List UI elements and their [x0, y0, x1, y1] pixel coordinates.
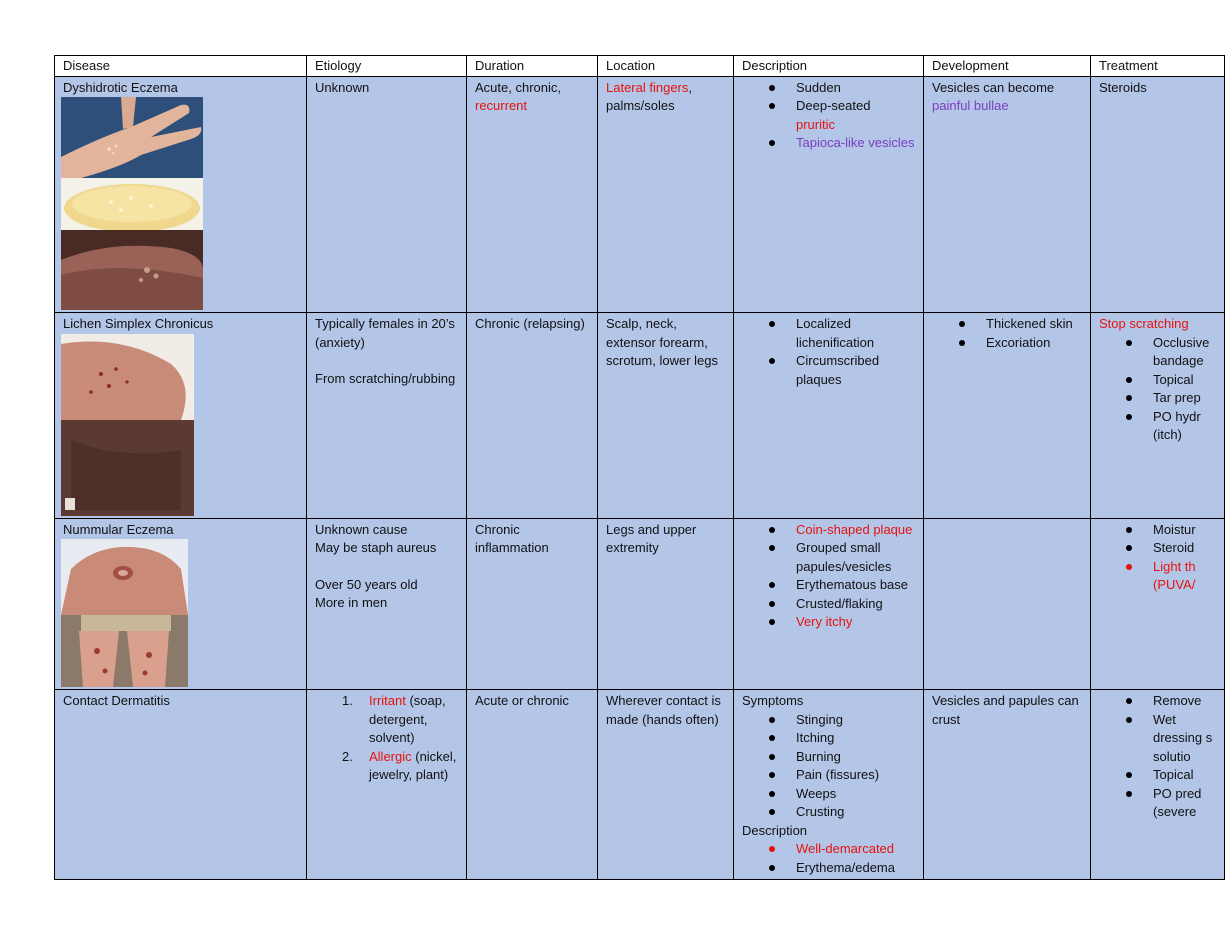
location-text: Scalp, neck, extensor forearm, scrotum, lower legs: [606, 316, 718, 368]
legs-nummular-photo: [61, 615, 298, 687]
cell-description: [734, 76, 924, 313]
cell-disease: [55, 518, 307, 690]
list-item: Coin-shaped plaque: [796, 521, 915, 540]
cell-development: [924, 76, 1091, 313]
location-text-a: Lateral fingers: [606, 79, 689, 95]
disease-images: [61, 97, 298, 310]
list-item: PO hydr (itch): [1153, 408, 1216, 445]
hand-coin-lesion-photo: [61, 539, 298, 615]
cell-development: [924, 690, 1091, 880]
cell-etiology: [307, 690, 467, 880]
list-item: Weeps: [796, 785, 915, 804]
etiology-text-b: May be staph aureus: [315, 540, 437, 555]
treatment-text: Steroids: [1099, 79, 1147, 95]
cell-etiology: [307, 76, 467, 313]
cell-description: [734, 518, 924, 690]
duration-text-a: Acute, chronic,: [475, 79, 561, 95]
ankle-lichenification-photo: [61, 334, 298, 420]
header-duration: Duration: [467, 56, 598, 77]
list-item: Topical: [1153, 766, 1216, 785]
duration-text: [475, 79, 589, 116]
row-contact-dermatitis: [55, 690, 1225, 880]
row-lichen-simplex-chronicus: [55, 313, 1225, 519]
cell-location: [598, 518, 734, 690]
tapioca-pudding-photo: [61, 178, 298, 230]
cell-duration: [467, 76, 598, 313]
disease-name: Lichen Simplex Chronicus: [63, 316, 214, 331]
dermatitis-table: [54, 55, 1225, 880]
treatment-list: [1099, 692, 1216, 822]
etiology-text-a: Typically females in 20’s (anxiety): [315, 316, 455, 350]
cell-disease: [55, 76, 307, 313]
cell-etiology: [307, 518, 467, 690]
symptoms-list: [742, 711, 915, 822]
row-dyshidrotic-eczema: [55, 76, 1225, 313]
cell-etiology: [307, 313, 467, 519]
development-list: [932, 315, 1082, 352]
hand-vesicles-photo: [61, 97, 298, 178]
list-item: Burning: [796, 748, 915, 767]
description-list: [742, 840, 915, 877]
disease-images: [61, 539, 298, 687]
list-item: Crusting: [796, 803, 915, 822]
list-item-text: Deep-seated: [796, 98, 871, 113]
cell-treatment: [1091, 76, 1225, 313]
list-item: PO pred (severe: [1153, 785, 1216, 822]
neck-lichenification-photo: [61, 420, 298, 516]
list-item: Excoriation: [986, 334, 1082, 353]
header-etiology: Etiology: [307, 56, 467, 77]
etiology-text-b: From scratching/rubbing: [315, 371, 456, 386]
cell-location: [598, 690, 734, 880]
cell-disease: [55, 313, 307, 519]
row-nummular-eczema: [55, 518, 1225, 690]
cell-description: [734, 690, 924, 880]
symptoms-heading: Symptoms: [742, 693, 804, 708]
list-item: Localized lichenification: [796, 315, 915, 352]
location-text-b: ,: [688, 79, 693, 95]
duration-text: Acute or chronic: [475, 693, 569, 708]
location-text: Wherever contact is made (hands often): [606, 693, 721, 727]
description-list: [742, 315, 915, 389]
development-text-a: Vesicles can become: [932, 79, 1055, 95]
list-item: Pain (fissures): [796, 766, 915, 785]
duration-text: Chronic (relapsing): [475, 316, 585, 331]
treatment-list: [1099, 521, 1216, 595]
list-item-text-red: Allergic: [369, 748, 412, 764]
cell-development: [924, 313, 1091, 519]
list-item: Wet dressing s solutio: [1153, 711, 1216, 767]
disease-name: Contact Dermatitis: [63, 693, 170, 708]
etiology-text-a: Unknown cause: [315, 521, 408, 537]
list-item: Erythematous base: [796, 576, 915, 595]
list-item: Occlusive bandage: [1153, 334, 1216, 371]
treatment-list: [1099, 334, 1216, 445]
list-item: Stinging: [796, 711, 915, 730]
header-development: Development: [924, 56, 1091, 77]
list-item-text-red: Irritant: [369, 693, 406, 708]
description-heading: Description: [742, 822, 808, 838]
etiology-text-c: Over 50 years old: [315, 576, 418, 592]
foot-vesicles-photo: [61, 230, 298, 310]
description-list: [742, 521, 915, 632]
disease-name: Dyshidrotic Eczema: [63, 79, 178, 95]
cell-duration: [467, 313, 598, 519]
list-item: Tapioca-like vesicles: [796, 134, 915, 153]
list-item-text: (soap, detergent, solvent): [369, 693, 446, 745]
header-description: Description: [734, 56, 924, 77]
description-list: [742, 79, 915, 153]
list-item: Remove: [1153, 692, 1216, 711]
etiology-text: Unknown: [315, 79, 370, 95]
list-item: Thickened skin: [986, 315, 1082, 334]
list-item: Circumscribed plaques: [796, 352, 915, 389]
cell-location: [598, 76, 734, 313]
location-text-c: palms/soles: [606, 98, 675, 113]
location-text: Legs and upper extremity: [606, 521, 697, 555]
header-disease: Disease: [55, 56, 307, 77]
etiology-list: [315, 692, 458, 785]
list-item: Moistur: [1153, 521, 1216, 540]
header-row: [55, 56, 1225, 77]
list-item: Sudden: [796, 79, 915, 98]
development-text-b: painful bullae: [932, 98, 1009, 113]
disease-images: [61, 334, 298, 516]
list-item: Itching: [796, 729, 915, 748]
cell-treatment: [1091, 518, 1225, 690]
list-item: Tar prep: [1153, 389, 1216, 408]
list-item: [369, 748, 458, 785]
cell-development: [924, 518, 1091, 690]
cell-duration: [467, 518, 598, 690]
list-item: Steroid: [1153, 539, 1216, 558]
treatment-heading: Stop scratching: [1099, 316, 1189, 331]
etiology-text-d: More in men: [315, 595, 388, 610]
list-item: Well-demarcated: [796, 840, 915, 859]
list-item: Light th (PUVA/: [1153, 558, 1216, 595]
list-item: Erythema/edema: [796, 859, 915, 878]
duration-text: Chronic inflammation: [475, 521, 549, 555]
list-item: Very itchy: [796, 613, 915, 632]
cell-treatment: [1091, 313, 1225, 519]
list-item: Topical: [1153, 371, 1216, 390]
cell-disease: [55, 690, 307, 880]
disease-name: Nummular Eczema: [63, 521, 174, 537]
list-item-text-red: pruritic: [796, 116, 836, 132]
cell-duration: [467, 690, 598, 880]
list-item: Crusted/flaking: [796, 595, 915, 614]
cell-treatment: [1091, 690, 1225, 880]
cell-description: [734, 313, 924, 519]
list-item-text: (nickel, jewelry, plant): [369, 748, 457, 782]
cell-location: [598, 313, 734, 519]
header-treatment: Treatment: [1091, 56, 1225, 77]
development-text: Vesicles and papules can crust: [932, 693, 1079, 727]
header-location: Location: [598, 56, 734, 77]
duration-text-b: recurrent: [475, 98, 528, 113]
document-page: [54, 55, 1213, 875]
location-text: [606, 79, 725, 116]
list-item: Grouped small papules/vesicles: [796, 539, 915, 576]
list-item: [369, 692, 458, 748]
list-item: [796, 97, 915, 134]
